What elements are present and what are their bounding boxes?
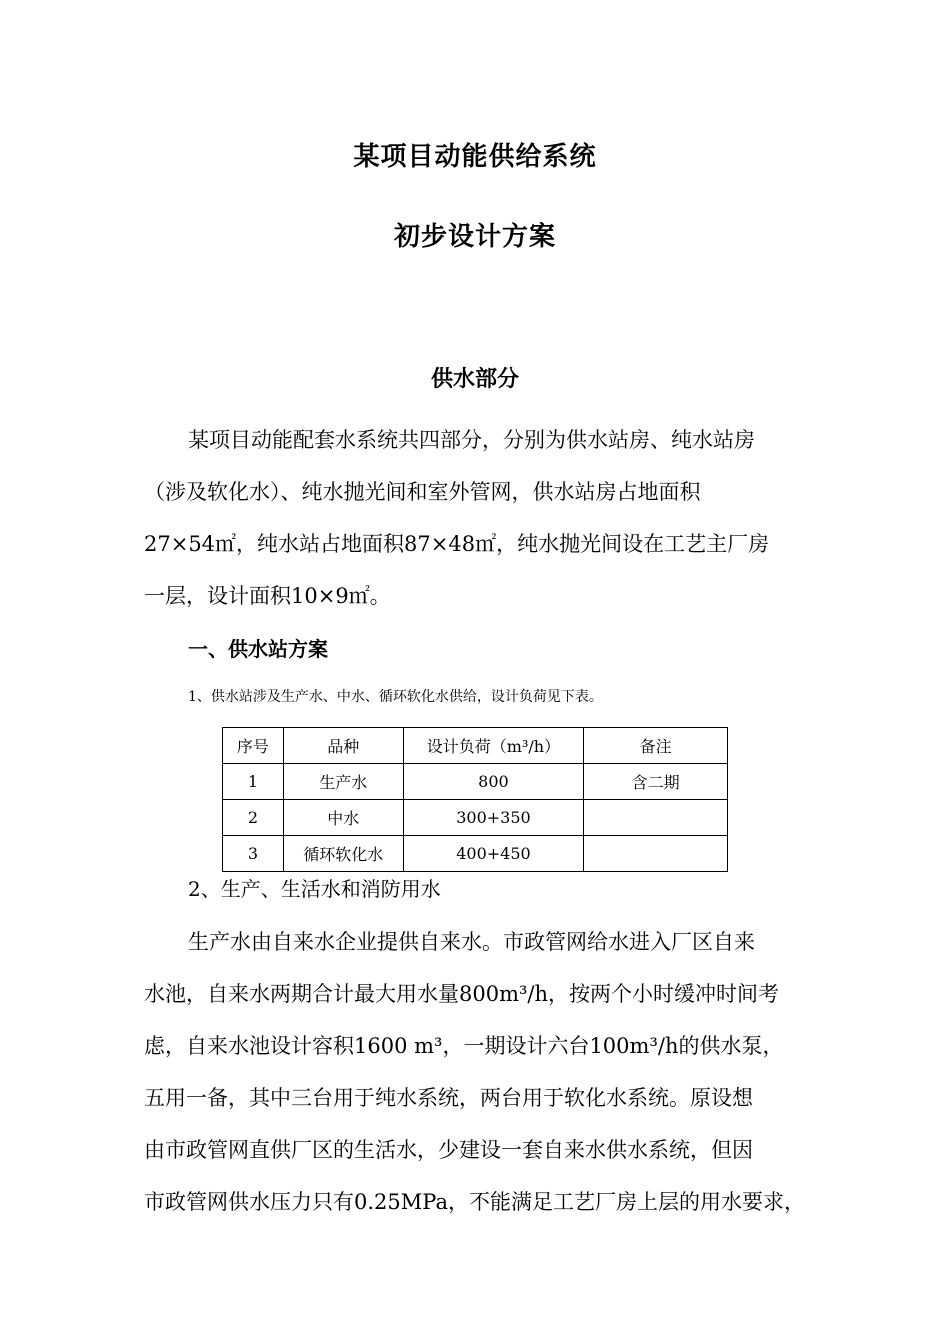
header-cell: 备注	[584, 728, 728, 764]
table-cell	[584, 836, 728, 872]
intro-line: 一层，设计面积10×9㎡。	[144, 584, 391, 608]
header-cell: 品种	[283, 728, 403, 764]
item-heading: 2、生产、生活水和消防用水	[188, 877, 441, 901]
document-title-line2: 初步设计方案	[393, 222, 556, 252]
document-title-line1: 某项目动能供给系统	[353, 142, 597, 172]
table-cell: 循环软化水	[283, 836, 403, 872]
intro-line: 某项目动能配套水系统共四部分，分别为供水站房、纯水站房	[188, 428, 755, 452]
table-row	[223, 800, 728, 836]
body-line: 生产水由自来水企业提供自来水。市政管网给水进入厂区自来	[188, 930, 755, 954]
intro-line: 27×54㎡，纯水站占地面积87×48㎡，纯水抛光间设在工艺主厂房	[144, 532, 770, 556]
body-line: 市政管网供水压力只有0.25MPa，不能满足工艺厂房上层的用水要求，	[144, 1190, 805, 1214]
table-cell: 生产水	[283, 764, 403, 800]
table-cell: 300+350	[403, 800, 584, 836]
intro-paragraph	[144, 414, 816, 622]
table-cell: 含二期	[584, 764, 728, 800]
header-cell: 序号	[223, 728, 284, 764]
body-line: 五用一备，其中三台用于纯水系统，两台用于软化水系统。原设想	[144, 1086, 753, 1110]
table-row	[223, 764, 728, 800]
section-title: 供水部分	[430, 367, 519, 392]
table-cell: 400+450	[403, 836, 584, 872]
subsection-heading: 一、供水站方案	[188, 637, 328, 661]
table-header-row	[223, 728, 728, 764]
table-caption: 1、供水站涉及生产水、中水、循环软化水供给，设计负荷见下表。	[188, 689, 603, 705]
header-cell: 设计负荷（m³/h）	[403, 728, 584, 764]
body-line: 水池，自来水两期合计最大用水量800m³/h，按两个小时缓冲时间考	[144, 982, 780, 1006]
body-line: 由市政管网直供厂区的生活水，少建设一套自来水供水系统，但因	[144, 1138, 753, 1162]
table-cell: 800	[403, 764, 584, 800]
body-paragraph	[144, 916, 816, 1228]
design-load-table	[222, 727, 728, 872]
table-cell: 3	[223, 836, 284, 872]
body-line: 虑，自来水池设计容积1600 m³，一期设计六台100m³/h的供水泵，	[144, 1034, 784, 1058]
table-cell: 1	[223, 764, 284, 800]
table-cell: 2	[223, 800, 284, 836]
table-cell: 中水	[283, 800, 403, 836]
table-cell	[584, 800, 728, 836]
intro-line: （涉及软化水）、纯水抛光间和室外管网，供水站房占地面积	[144, 480, 701, 504]
table-row	[223, 836, 728, 872]
